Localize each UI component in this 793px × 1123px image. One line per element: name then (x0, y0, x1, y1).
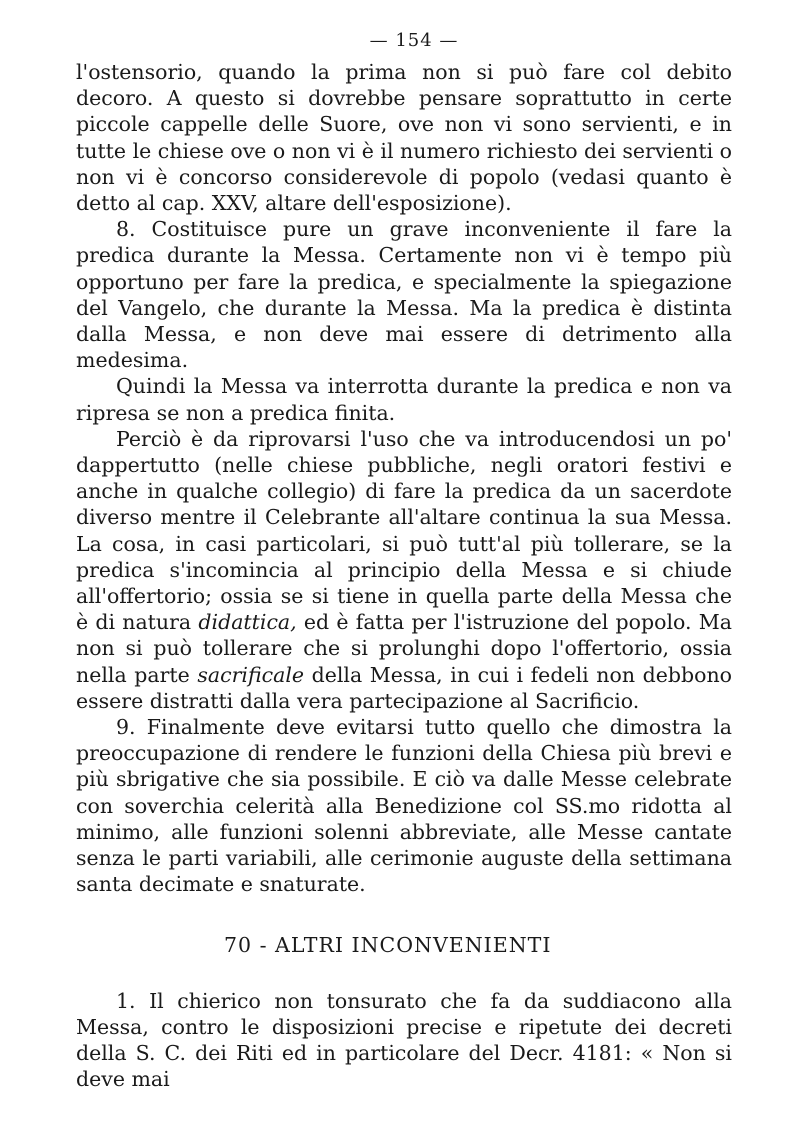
emphasis-sacrificale: sacrificale (197, 662, 305, 687)
paragraph-percio-text-c: della Messa, in cui i fedeli non debbono essere distratti dalla vera partecipazione al Sacrificio. (76, 662, 732, 713)
page-number: — 154 — (369, 30, 459, 51)
paragraph-9: 9. Finalmente deve evitarsi tutto quello che dimostra la preoccupazione di rendere le funzioni della Chiesa più brevi e più sbrigative che sia possibile. E ciò va dalle Messe celebrate con soverchia celerità alla Benedizione col SS.mo ridotta al minimo, alle funzioni solenni abbreviate, alle Messe cantate senza le parti variabili, alle cerimonie auguste della settimana santa decimate e snaturate. (76, 715, 732, 897)
document-page (76, 30, 732, 1092)
emphasis-didattica: didattica, (198, 610, 297, 635)
paragraph-8: 8. Costituisce pure un grave inconveniente il fare la predica durante la Messa. Certamente non vi è tempo più opportuno per fare la predica, e specialmente la spiegazione del Vangelo, che durante la Messa. Ma la predica è distinta dalla Messa, e non deve mai essere di detrimento alla medesima. (76, 217, 732, 373)
paragraph-percio-text-b: ed è fatta per l'istruzione del popolo. Ma non si può tollerare che si prolunghi dopo l'offertorio, ossia nella parte (76, 610, 732, 687)
section-heading: 70 - ALTRI INCONVENIENTI (224, 932, 552, 957)
paragraph-percio-text-a: Perciò è da riprovarsi l'uso che va introducendosi un po' dappertutto (nelle chiese pubbliche, negli oratori festivi e anche in qualche collegio) di fare la predica da un sacerdote diverso mentre il Celebrante all'altare continua la sua Messa. La cosa, in casi particolari, si può tutt'al più tollerare, se la predica s'incomincia al principio della Messa e si chiude all'offertorio; ossia se si tiene in quella parte della Messa che è di natura (76, 426, 732, 635)
paragraph-1: 1. Il chierico non tonsurato che fa da suddiacono alla Messa, contro le disposizioni precise e ripetute dei decreti della S. C. dei Riti ed in particolare del Decr. 4181: « Non si deve mai (76, 988, 732, 1092)
paragraph-quindi: Quindi la Messa va interrotta durante la predica e non va ripresa se non a predica finita. (76, 374, 732, 425)
paragraph-continuation: l'ostensorio, quando la prima non si può fare col debito decoro. A questo si dovrebbe pensare soprattutto in certe piccole cappelle delle Suore, ove non vi sono servienti, e in tutte le chiese ove o non vi è il numero richiesto dei servienti o non vi è concorso considerevole di popolo (vedasi quanto è detto al cap. XXV, altare dell'esposizione). (76, 60, 732, 216)
paragraph-percio (76, 426, 732, 714)
